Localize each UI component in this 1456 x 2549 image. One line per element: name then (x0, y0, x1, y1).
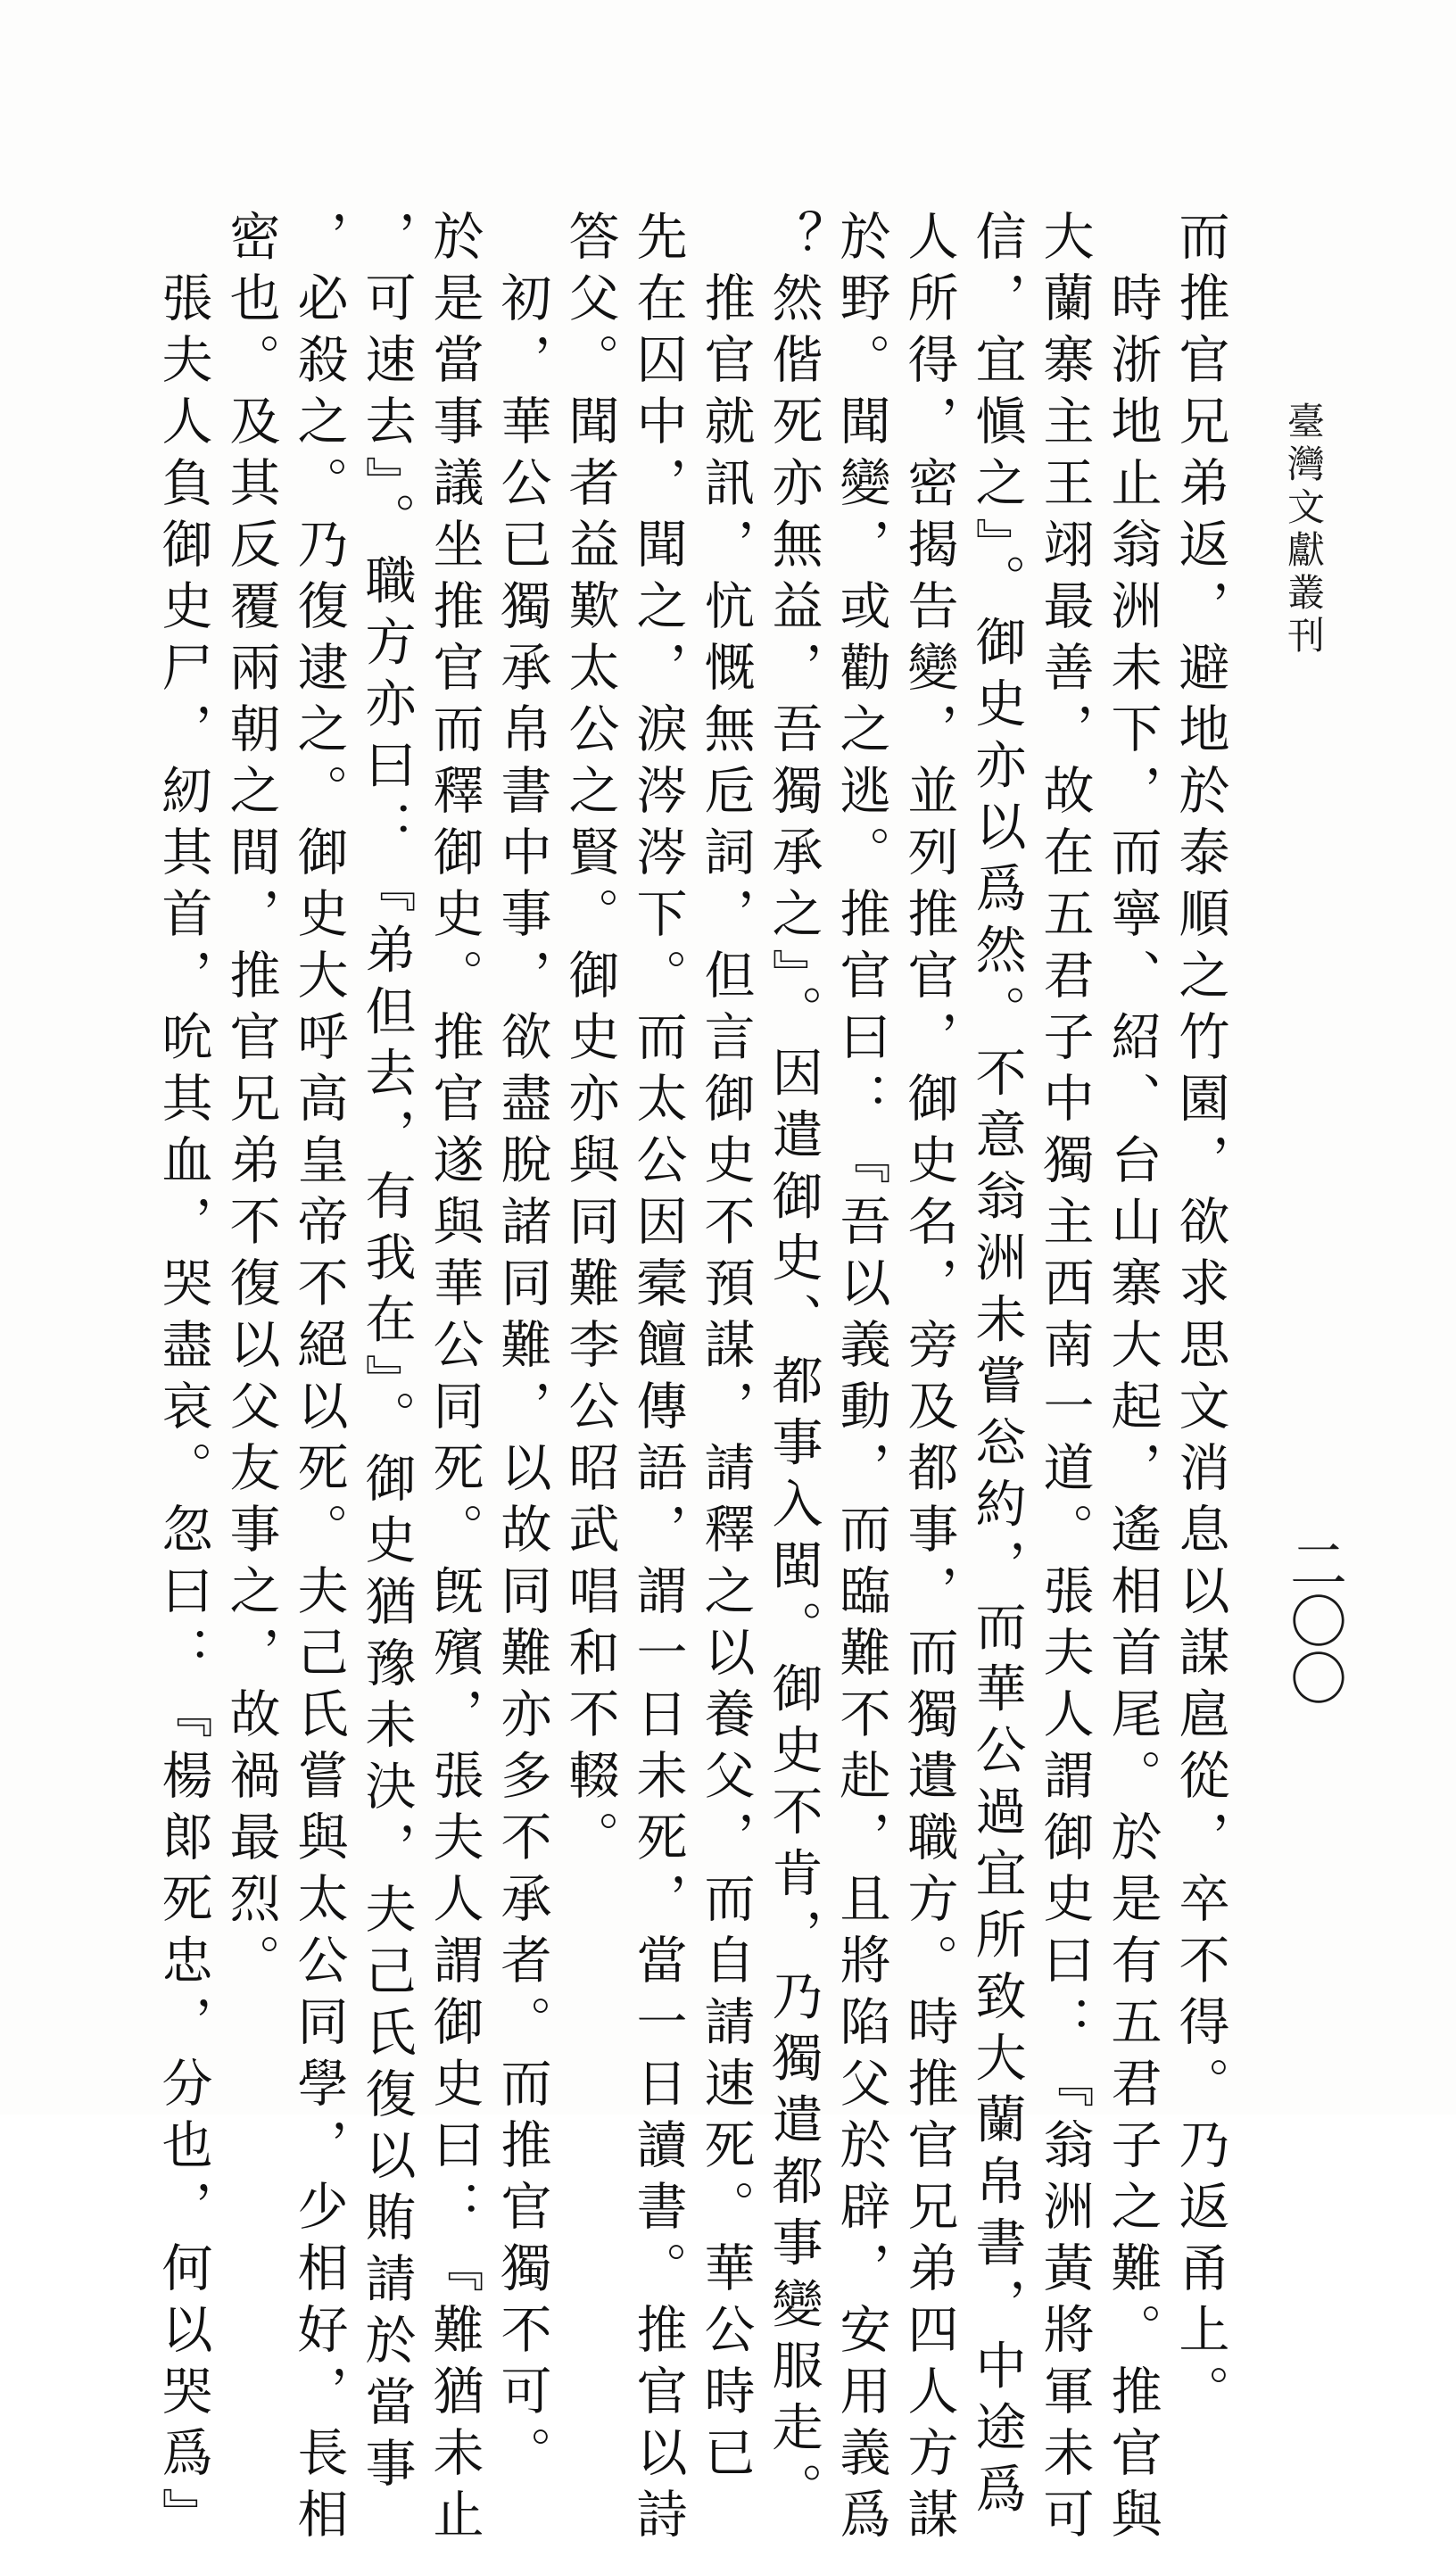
text-column-7: ？然偕死亦無益，吾獨承之』。因遣御史、都事入閩。御史不肯，乃獨遣都事變服走。 (764, 210, 823, 2524)
text-column-1: 而推官兄弟返，避地於泰順之竹園，欲求思文消息以謀扈從，卒不得。乃返甬上。 (1171, 210, 1229, 2426)
text-column-14: ，必殺之。乃復逮之。御史大呼高皇帝不絕以死。夫己氏嘗與太公同學，少相好，長相 (289, 210, 348, 2549)
text-column-10: 答父。聞者益歎太公之賢。御史亦與同難李公昭武唱和不輟。 (560, 210, 619, 1872)
text-column-15: 密也。及其反覆兩朝之間，推官兄弟不復以父友事之，故禍最烈。 (221, 210, 280, 1995)
text-column-5: 人所得，密揭告變，並列推官，御史名，旁及都事，而獨遺職方。時推官兄弟四人方謀 (899, 210, 958, 2549)
text-column-4: 信，宜愼之』。御史亦以爲然。不意翁洲未嘗忩約，而華公過宜所致大蘭帛書，中途爲 (967, 210, 1026, 2524)
text-column-8: 推官就訊，忼慨無卮詞，但言御史不預謀，請釋之以養父，而自請速死。華公時已 (696, 210, 755, 2487)
text-column-11: 初，華公已獨承帛書中事，欲盡脫諸同難，以故同難亦多不承者。而推官獨不可。 (492, 210, 551, 2487)
text-column-6: 於野。聞變，或勸之逃。推官曰：『吾以義動，而臨難不赴，且將陷父於辟，安用義爲 (831, 210, 890, 2549)
running-header-title: 臺灣文獻叢刊 (1282, 401, 1326, 658)
page-number: 二〇〇 (1280, 1535, 1346, 1706)
text-column-3: 大蘭寨主王翊最善，故在五君子中獨主西南一道。張夫人謂御史曰：『翁洲黃將軍未可 (1035, 210, 1094, 2549)
text-column-16: 張夫人負御史尸，紉其首，吮其血，哭盡哀。忽曰：『楊郞死忠，分也，何以哭爲』 (153, 210, 212, 2549)
text-column-13: ，可速去』。職方亦曰：『弟但去，有我在』。御史猶豫未決，夫己氏復以賄請於當事 (357, 210, 416, 2498)
text-column-2: 時浙地止翁洲未下，而寧、紹、台山寨大起，遙相首尾。於是有五君子之難。推官與 (1103, 210, 1162, 2549)
text-column-9: 先在囚中，聞之，淚涔涔下。而太公因槖饘傳語，謂一日未死，當一日讀書。推官以詩 (628, 210, 687, 2549)
text-column-12: 於是當事議坐推官而釋御史。推官遂與華公同死。旣殯，張夫人謂御史曰：『難猶未止 (425, 210, 484, 2549)
